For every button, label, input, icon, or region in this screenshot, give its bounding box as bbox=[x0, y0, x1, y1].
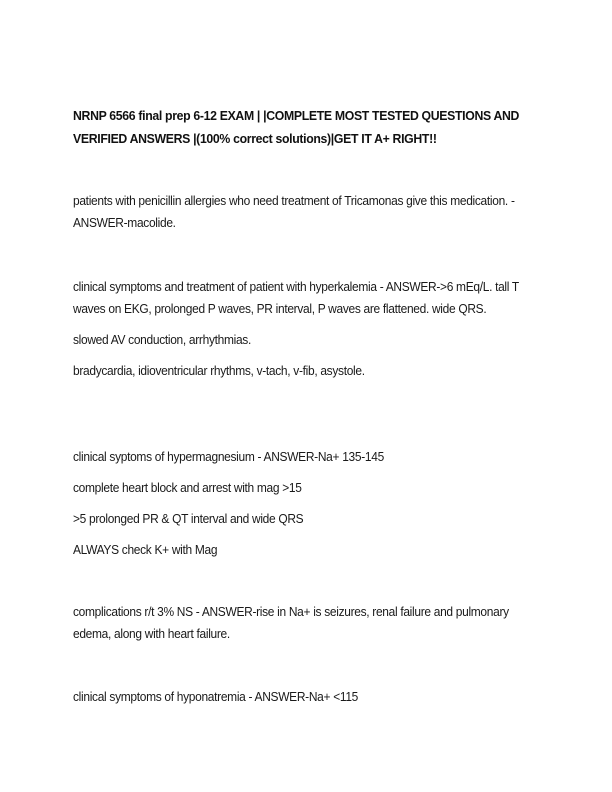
qa-item-penicillin-tricamonas bbox=[73, 190, 523, 234]
qa-line: complete heart block and arrest with mag >15 bbox=[73, 480, 302, 495]
qa-item-hyperkalemia bbox=[73, 276, 523, 382]
qa-line: bradycardia, idioventricular rhythms, v-tach, v-fib, asystole. bbox=[73, 363, 365, 378]
qa-line: patients with penicillin allergies who need treatment of Tricamonas give this medication. - ANSWER-macolide. bbox=[73, 193, 515, 230]
qa-line: complications r/t 3% NS - ANSWER-rise in Na+ is seizures, renal failure and pulmonary edema, along with heart failure. bbox=[73, 604, 509, 641]
qa-line: >5 prolonged PR & QT interval and wide QRS bbox=[73, 511, 304, 526]
qa-line: clinical symptoms of hyponatremia - ANSWER-Na+ <115 bbox=[73, 689, 359, 704]
qa-line: ALWAYS check K+ with Mag bbox=[73, 542, 218, 557]
qa-item-hypermagnesium bbox=[73, 446, 523, 561]
qa-item-hyponatremia bbox=[73, 686, 523, 708]
document-title: NRNP 6566 final prep 6-12 EXAM | |COMPLETE MOST TESTED QUESTIONS AND VERIFIED ANSWERS |(100% correct solutions)|GET IT A+ RIGHT!! bbox=[73, 108, 520, 146]
qa-line: clinical symptoms and treatment of patient with hyperkalemia - ANSWER->6 mEq/L. tall T waves on EKG, prolonged P waves, PR interval, P waves are flattened. wide QRS. bbox=[73, 279, 519, 316]
qa-line: slowed AV conduction, arrhythmias. bbox=[73, 332, 251, 347]
qa-line: clinical syptoms of hypermagnesium - ANSWER-Na+ 135-145 bbox=[73, 449, 384, 464]
qa-item-3-percent-ns bbox=[73, 601, 523, 645]
